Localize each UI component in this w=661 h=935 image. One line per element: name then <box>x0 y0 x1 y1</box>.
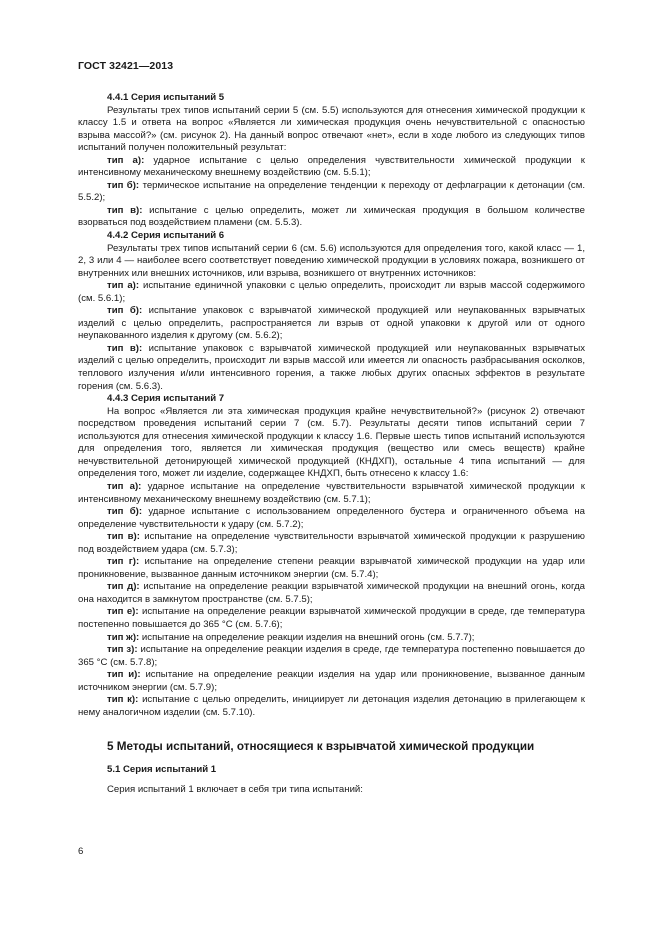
subsection-heading: 4.4.3 Серия испытаний 7 <box>107 393 225 405</box>
test-type-item <box>78 205 585 230</box>
test-type-text: испытание упаковок с взрывчатой химической продукцией или неупакованных взрывчатых изделий с целью определить, происходит ли взрыв массой или имеется ли опасность разбрасывания осколков, теплового излучения и/или интенсивного горения, а также любых других опасных эффектов в результате горения (см. 5.6.3). <box>78 342 586 392</box>
test-type-label: тип в): <box>107 204 143 216</box>
test-type-label: тип в): <box>107 531 140 543</box>
subsection-heading: 5.1 Серия испытаний 1 <box>107 764 217 776</box>
test-type-text: испытание с целью определить, может ли химическая продукция в большом количестве взорваться под воздействием пламени (см. 5.5.3). <box>78 204 586 229</box>
test-type-label: тип г): <box>107 556 140 568</box>
test-type-item <box>78 669 585 694</box>
test-type-item <box>78 581 585 606</box>
test-type-text: ударное испытание с использованием определенного бустера и ограниченного объема на определение чувствительности к удару (см. 5.7.2); <box>78 506 586 530</box>
test-type-label: тип и): <box>107 669 141 681</box>
test-type-label: тип б): <box>107 305 143 317</box>
test-type-text: испытание на определение реакции взрывчатой химической продукции на внешний огонь, когда она находится в замкнутом пространстве (см. 5.7.5); <box>78 581 585 605</box>
test-type-item <box>78 694 585 719</box>
subsection-intro: Результаты трех типов испытаний серии 6 (см. 5.6) используются для определения того, какой класс — 1, 2, 3 или 4 — наиболее всего соответствует поведению химической продукции в условиях пожара, возникшего от внутренних или внешних источников, или взрыва, возникшего от внутренних источников: <box>78 242 585 279</box>
test-type-label: тип в): <box>107 342 143 354</box>
test-type-label: тип з): <box>107 644 138 656</box>
paragraph: Серия испытаний 1 включает в себя три типа испытаний: <box>107 783 363 795</box>
test-type-text: испытание на определение реакции взрывчатой химической продукции в среде, где температура постепенно повышается до 365 °С (см. 5.7.6); <box>78 606 585 630</box>
test-type-label: тип а): <box>107 154 145 166</box>
page-content <box>78 92 585 796</box>
section-heading: 5 Методы испытаний, относящиеся к взрывчатой химической продукции <box>107 740 535 754</box>
test-type-item <box>78 481 585 506</box>
test-type-label: тип ж): <box>107 631 140 643</box>
subsection-intro: На вопрос «Является ли эта химическая продукция крайне нечувствительной?» (рисунок 2) отвечают посредством проведения испытаний серии 7 (см. 5.7). Результаты десяти типов испытаний серии 7 используются для отнесения химической продукции к классу 1.6. Первые шесть типов испытаний используются для определения того, является ли химическая продукция (вещество или смесь веществ) крайне нечувствительной детонирующей химической продукцией (КНДХП), остальные 4 типа испытаний — для определения того, может ли изделие, содержащее КНДХП, быть отнесено к классу 1.6: <box>78 405 585 480</box>
test-type-label: тип а): <box>107 280 140 292</box>
test-type-item <box>78 280 585 305</box>
test-type-label: тип е): <box>107 606 139 618</box>
test-type-label: тип д): <box>107 581 140 593</box>
subsection-intro: Результаты трех типов испытаний серии 5 (см. 5.5) используются для отнесения химической продукции к классу 1.5 и ответа на вопрос «Является ли химическая продукция очень нечувствительной с опасностью взрыва массой?» (см. рисунок 2). На данный вопрос отвечают «нет», если в ходе любого из следующих типов испытаний получен положительный результат: <box>78 104 585 154</box>
test-type-item <box>78 180 585 205</box>
test-type-text: испытание с целью определить, инициирует ли детонация изделия детонацию в прилегающем к нему аналогичном изделии (см. 5.7.10). <box>78 694 585 718</box>
test-type-item <box>78 305 585 343</box>
test-type-text: испытание единичной упаковки с целью определить, происходит ли взрыв массой содержимого (см. 5.6.1); <box>78 280 585 304</box>
test-type-item <box>78 556 585 581</box>
test-type-text: испытание упаковок с взрывчатой химической продукцией или неупакованных взрывчатых изделий с целью определить, распространяется ли взрыв от одной упаковки к другой или от одного неупакованного изделия к другому (см. 5.6.2); <box>78 305 585 342</box>
test-type-item <box>78 644 585 669</box>
test-type-item <box>78 632 585 645</box>
standard-header: ГОСТ 32421—2013 <box>78 60 174 72</box>
test-type-text: испытание на определение степени реакции взрывчатой химической продукции на удар или проникновение, вызванное данным источником энергии (см. 5.7.4); <box>78 556 585 580</box>
test-type-label: тип а): <box>107 480 142 492</box>
subsection-heading: 4.4.2 Серия испытаний 6 <box>107 230 225 242</box>
test-type-text: испытание на определение чувствительности взрывчатой химической продукции к разрушению под воздействием удара (см. 5.7.3); <box>78 531 586 555</box>
test-type-item <box>78 343 585 393</box>
subsection-heading: 4.4.1 Серия испытаний 5 <box>107 92 225 103</box>
test-type-item <box>78 531 585 556</box>
test-type-label: тип к): <box>107 694 139 706</box>
test-type-text: ударное испытание с целью определения чувствительности химической продукции к интенсивному механическому внешнему воздействию (см. 5.5.1); <box>78 154 585 179</box>
test-type-text: термическое испытание на определение тенденции к переходу от дефлаграции к детонации (см. 5.5.2); <box>78 179 585 204</box>
test-type-item <box>78 506 585 531</box>
test-type-item <box>78 606 585 631</box>
test-type-text: испытание на определение реакции изделия на внешний огонь (см. 5.7.7); <box>141 631 475 643</box>
test-type-text: испытание на определение реакции изделия в среде, где температура постепенно повышается до 365 °С (см. 5.7.8); <box>78 644 586 668</box>
page-number: 6 <box>78 846 84 857</box>
test-type-label: тип б): <box>107 506 143 518</box>
test-type-text: ударное испытание на определение чувствительности взрывчатой химической продукции к интенсивному механическому внешнему воздействию (см. 5.7.1); <box>78 480 585 505</box>
test-type-text: испытание на определение реакции изделия на удар или проникновение, вызванное данным источником энергии (см. 5.7.9); <box>78 669 586 693</box>
test-type-label: тип б): <box>107 179 140 191</box>
test-type-item <box>78 155 585 180</box>
